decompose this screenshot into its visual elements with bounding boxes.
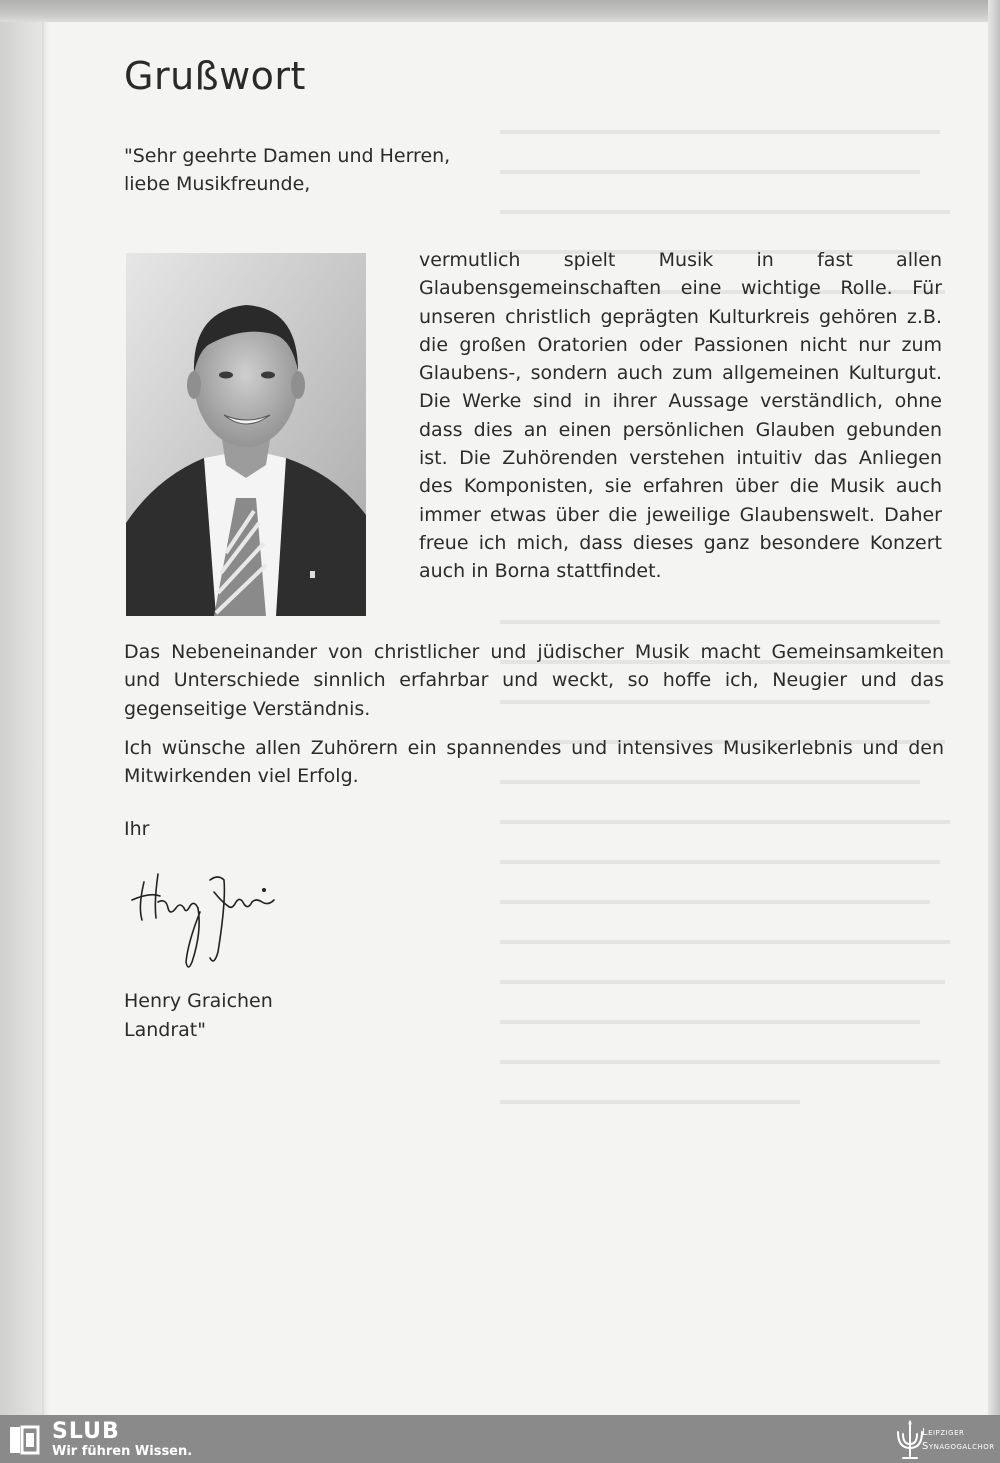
slub-tagline: Wir führen Wissen. — [52, 1444, 193, 1459]
left-margin-strip — [0, 0, 42, 1415]
intro-paragraph: vermutlich spielt Musik in fast allen Glaubensgemeinschaften eine wichtige Rolle. Für unseren christlich geprägten Kulturkreis gehören z.B. die großen Oratorien oder Passionen nicht nur zum Glaubens-, sondern auch zum allgemeinen Kulturgut. Die Werke sind in ihrer Aussage verständlich, ohne dass dies an einen persönlichen Glauben gebunden ist. Die Zuhörenden verstehen intuitiv das Anliegen des Komponisten, sie erfahren über die Musik auch immer etwas über die jeweilige Glaubenswelt. Daher freue ich mich, dass dieses ganz besondere Konzert auch in Borna stattfindet. — [419, 249, 942, 583]
portrait-photo — [126, 253, 366, 616]
page-title: Grußwort — [124, 54, 306, 98]
choir-line-2: Synagogalchor — [922, 1441, 995, 1452]
right-scan-border — [988, 0, 1000, 1415]
salutation-line-1: "Sehr geehrte Damen und Herren, — [124, 145, 451, 167]
choir-name — [922, 1426, 995, 1454]
signer-block — [124, 987, 273, 1045]
slub-brand[interactable]: SLUB — [52, 1419, 120, 1444]
salutation-line-2: liebe Musikfreunde, — [124, 173, 311, 195]
footer-bar — [0, 1415, 1000, 1463]
body-paragraph-3: Ich wünsche allen Zuhörern ein spannendes und intensives Musikerlebnis und den Mitwirkenden viel Erfolg. — [124, 737, 944, 788]
top-scan-border — [0, 0, 1000, 22]
slub-logo-icon[interactable] — [8, 1423, 42, 1457]
salutation — [124, 142, 450, 198]
body-paragraph-2: Das Nebeneinander von christlicher und jüdischer Musik macht Gemeinsamkeiten und Unterschiede sinnlich erfahrbar und weckt, so hoffe ich, Neugier und das gegenseitige Verständnis. — [124, 641, 944, 720]
closing-word: Ihr — [124, 818, 150, 840]
signature-icon — [128, 862, 288, 977]
portrait-icon — [126, 253, 366, 616]
signer-title: Landrat" — [124, 1019, 206, 1041]
choir-line-1: Leipziger — [922, 1427, 965, 1438]
signer-name: Henry Graichen — [124, 990, 273, 1012]
page-fold — [42, 0, 50, 1415]
